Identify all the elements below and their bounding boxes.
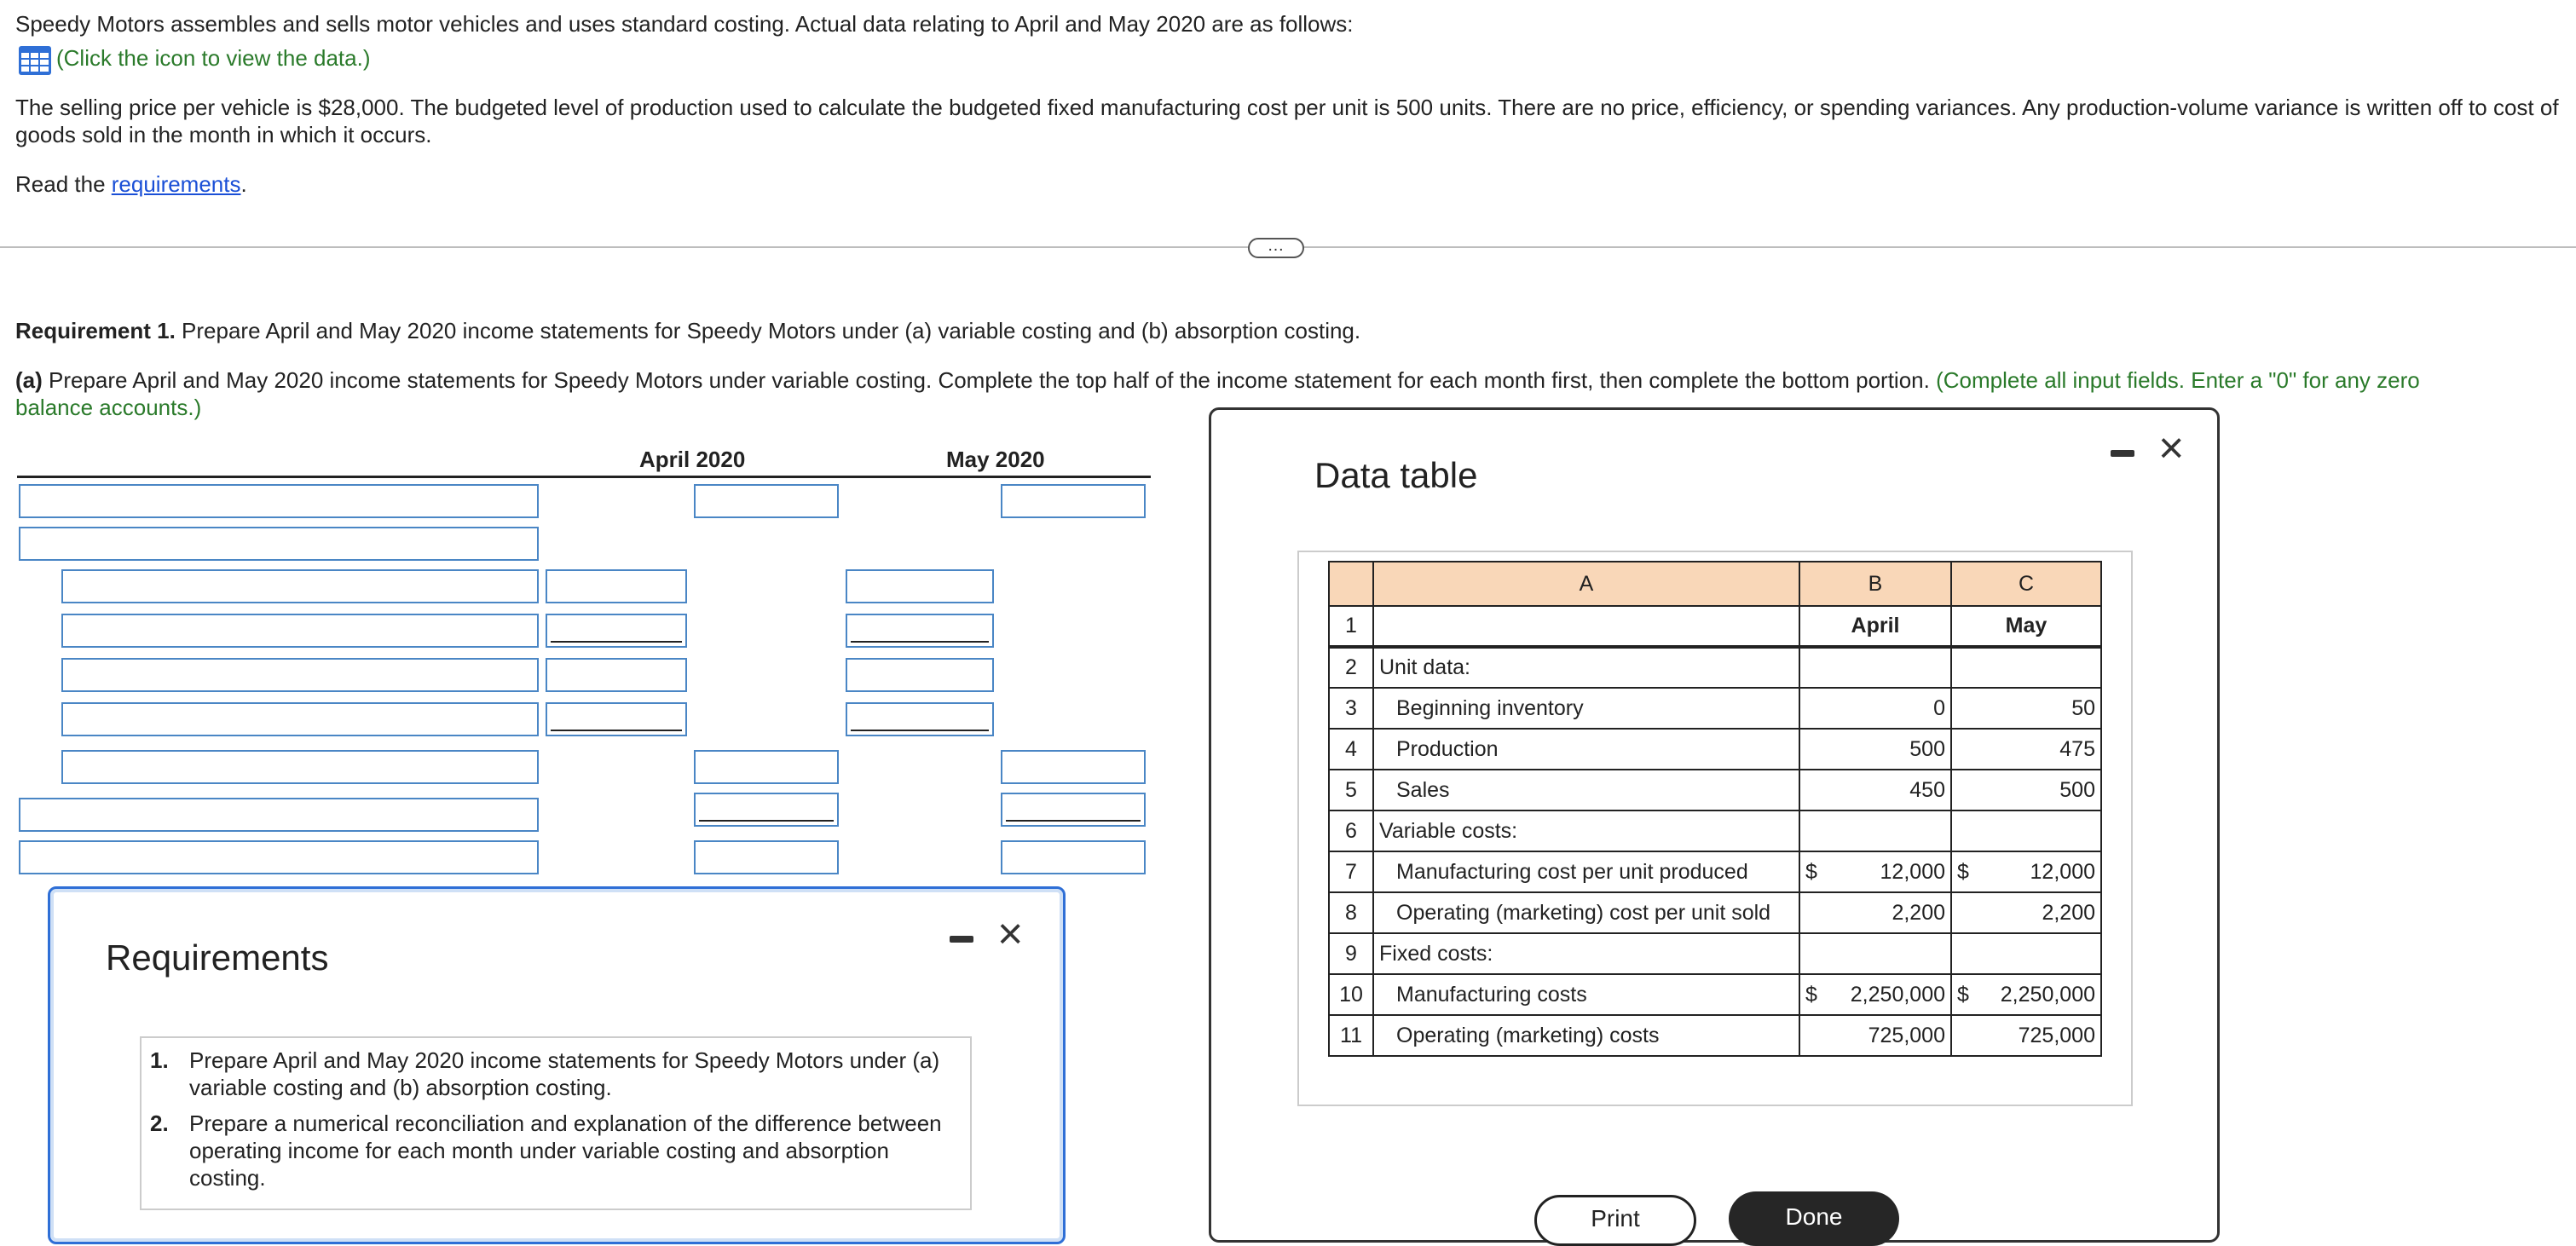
row-label: Manufacturing cost per unit produced (1396, 859, 1748, 884)
row-label-cell (1373, 770, 1799, 810)
intro-line: Speedy Motors assembles and sells motor vehicles and uses standard costing. Actual data relating to April and May 2020 are as follows: (15, 11, 1354, 37)
data-table-title: Data table (1314, 455, 1478, 495)
row-number: 11 (1329, 1015, 1373, 1056)
requirements-title: Requirements (106, 937, 329, 978)
label-input[interactable] (19, 484, 539, 518)
may-total-input[interactable] (1001, 840, 1146, 874)
row-label-cell (1373, 974, 1799, 1015)
row-label-cell (1373, 606, 1799, 647)
april-total-input[interactable] (694, 793, 839, 827)
row-label: Sales (1396, 777, 1450, 802)
intro-paragraph-line1: The selling price per vehicle is $28,000. The budgeted level of production used to calculate the budgeted fixed manufacturing cost per unit is 500 units. There are no price, efficiency, or spending variances. Any production-volume variance is written off to cost of (15, 95, 2559, 120)
april-value-cell (1799, 810, 1951, 851)
data-table-icon[interactable] (19, 46, 51, 75)
april-value: 12,000 (1880, 859, 1945, 884)
april-value-cell (1799, 606, 1951, 647)
done-button[interactable]: Done (1729, 1191, 1899, 1246)
intro-paragraph-line2: goods sold in the month in which it occurs. (15, 122, 432, 147)
row-label: Operating (marketing) cost per unit sold (1396, 900, 1771, 925)
part-a-note: balance accounts.) (15, 395, 202, 420)
row-label-cell (1373, 892, 1799, 933)
dollar-sign: $ (1805, 982, 1817, 1007)
may-value-cell (1951, 851, 2101, 892)
print-button[interactable]: Print (1534, 1195, 1696, 1246)
dollar-sign: $ (1957, 982, 1969, 1007)
label-input[interactable] (19, 840, 539, 874)
may-value-cell (1951, 688, 2101, 729)
column-header-b: B (1799, 562, 1951, 606)
table-row (1329, 1015, 2101, 1056)
may-value: 500 (2059, 777, 2095, 802)
april-value-cell (1799, 974, 1951, 1015)
april-value-cell (1799, 933, 1951, 974)
may-value: 475 (2059, 736, 2095, 761)
table-header-row (1329, 562, 2101, 606)
april-value-cell (1799, 647, 1951, 688)
may-total-input[interactable] (1001, 793, 1146, 827)
row-label: Manufacturing costs (1396, 982, 1587, 1007)
list-item: 1. Prepare April and May 2020 income statements for Speedy Motors under (a) variable costing and (b) absorption costing. (150, 1047, 940, 1100)
table-row (1329, 933, 2101, 974)
april-value-cell (1799, 851, 1951, 892)
row-number: 5 (1329, 770, 1373, 810)
row-number: 6 (1329, 810, 1373, 851)
april-value: 725,000 (1868, 1023, 1945, 1047)
may-value: 50 (2071, 695, 2095, 720)
label-input[interactable] (61, 614, 539, 648)
table-row (1329, 729, 2101, 770)
click-icon-hint[interactable]: (Click the icon to view the data.) (56, 45, 371, 71)
row-label-cell (1373, 1015, 1799, 1056)
april-value-cell (1799, 688, 1951, 729)
row-label-cell (1373, 851, 1799, 892)
row-label-cell (1373, 729, 1799, 770)
may-value-cell (1951, 647, 2101, 688)
table-row (1329, 606, 2101, 647)
label-input[interactable] (61, 658, 539, 692)
april-detail-input[interactable] (546, 614, 687, 648)
may-value-cell (1951, 729, 2101, 770)
column-header-c: C (1951, 562, 2101, 606)
col-header-may: May 2020 (946, 447, 1045, 472)
row-label: Beginning inventory (1396, 695, 1584, 720)
april-total-input[interactable] (694, 750, 839, 784)
april-detail-input[interactable] (546, 702, 687, 736)
table-row (1329, 892, 2101, 933)
table-row (1329, 770, 2101, 810)
april-value: 2,200 (1892, 900, 1945, 925)
row-label-cell (1373, 810, 1799, 851)
row-number: 2 (1329, 647, 1373, 688)
may-value: May (2005, 614, 2048, 637)
minimize-icon[interactable] (2111, 450, 2134, 457)
may-value: 725,000 (2018, 1023, 2095, 1047)
may-total-input[interactable] (1001, 484, 1146, 518)
table-row (1329, 647, 2101, 688)
label-input[interactable] (19, 527, 539, 561)
row-label-cell (1373, 688, 1799, 729)
may-value-cell (1951, 974, 2101, 1015)
table-row (1329, 851, 2101, 892)
may-value-cell (1951, 933, 2101, 974)
april-total-input[interactable] (694, 484, 839, 518)
april-detail-input[interactable] (546, 569, 687, 603)
table-row (1329, 688, 2101, 729)
april-value-cell (1799, 729, 1951, 770)
may-detail-input[interactable] (846, 658, 994, 692)
label-input[interactable] (61, 702, 539, 736)
april-value: 0 (1933, 695, 1945, 720)
april-value: 450 (1909, 777, 1945, 802)
col-header-april: April 2020 (639, 447, 746, 472)
row-label: Unit data: (1379, 655, 1471, 679)
splitter-handle[interactable]: … (1248, 238, 1304, 258)
read-requirements: Read the requirements. (15, 171, 247, 197)
dollar-sign: $ (1957, 859, 1969, 884)
requirements-list (150, 1047, 951, 1200)
may-value-cell (1951, 892, 2101, 933)
may-value-cell (1951, 1015, 2101, 1056)
row-number: 9 (1329, 933, 1373, 974)
row-label: Variable costs: (1379, 818, 1518, 843)
row-number: 8 (1329, 892, 1373, 933)
row-number: 3 (1329, 688, 1373, 729)
april-value: April (1851, 614, 1900, 637)
row-label-cell (1373, 933, 1799, 974)
may-detail-input[interactable] (846, 614, 994, 648)
requirements-link[interactable]: requirements (111, 171, 241, 197)
row-number: 7 (1329, 851, 1373, 892)
requirement-1: Requirement 1. Prepare April and May 2020 income statements for Speedy Motors under (a) variable costing and (b) absorption costing. (15, 318, 1361, 343)
april-total-input[interactable] (694, 840, 839, 874)
part-a-instructions: (a) Prepare April and May 2020 income statements for Speedy Motors under variable costing. Complete the top half of the income statement for each month first, then complete the bottom portion. (Complete all input fields. Enter a "0" for any zero (15, 367, 2420, 393)
row-label: Operating (marketing) costs (1396, 1023, 1660, 1047)
close-icon[interactable]: × (997, 909, 1024, 959)
april-value: 500 (1909, 736, 1945, 761)
data-spreadsheet (1328, 561, 2102, 1057)
column-header-a: A (1373, 562, 1799, 606)
header-rule (17, 476, 1151, 478)
table-row (1329, 810, 2101, 851)
table-row (1329, 974, 2101, 1015)
may-total-input[interactable] (1001, 750, 1146, 784)
may-value: 2,200 (2042, 900, 2095, 925)
april-value: 2,250,000 (1850, 982, 1945, 1007)
april-value-cell (1799, 892, 1951, 933)
may-detail-input[interactable] (846, 569, 994, 603)
april-value-cell (1799, 770, 1951, 810)
list-item: 2. Prepare a numerical reconciliation and explanation of the difference between operating income for each month under variable costing and absorption costing. (150, 1110, 942, 1191)
april-value-cell (1799, 1015, 1951, 1056)
april-detail-input[interactable] (546, 658, 687, 692)
row-label: Fixed costs: (1379, 941, 1493, 966)
row-label: Production (1396, 736, 1499, 761)
row-number: 1 (1329, 606, 1373, 647)
may-value-cell (1951, 606, 2101, 647)
may-value-cell (1951, 810, 2101, 851)
close-icon[interactable]: × (2158, 424, 2185, 473)
may-value-cell (1951, 770, 2101, 810)
dollar-sign: $ (1805, 859, 1817, 884)
may-value: 2,250,000 (2000, 982, 2095, 1007)
row-number: 4 (1329, 729, 1373, 770)
label-input[interactable] (61, 750, 539, 784)
row-number: 10 (1329, 974, 1373, 1015)
may-detail-input[interactable] (846, 702, 994, 736)
row-label-cell (1373, 647, 1799, 688)
may-value: 12,000 (2030, 859, 2095, 884)
minimize-icon[interactable] (950, 936, 973, 943)
label-input[interactable] (61, 569, 539, 603)
label-input[interactable] (19, 798, 539, 832)
